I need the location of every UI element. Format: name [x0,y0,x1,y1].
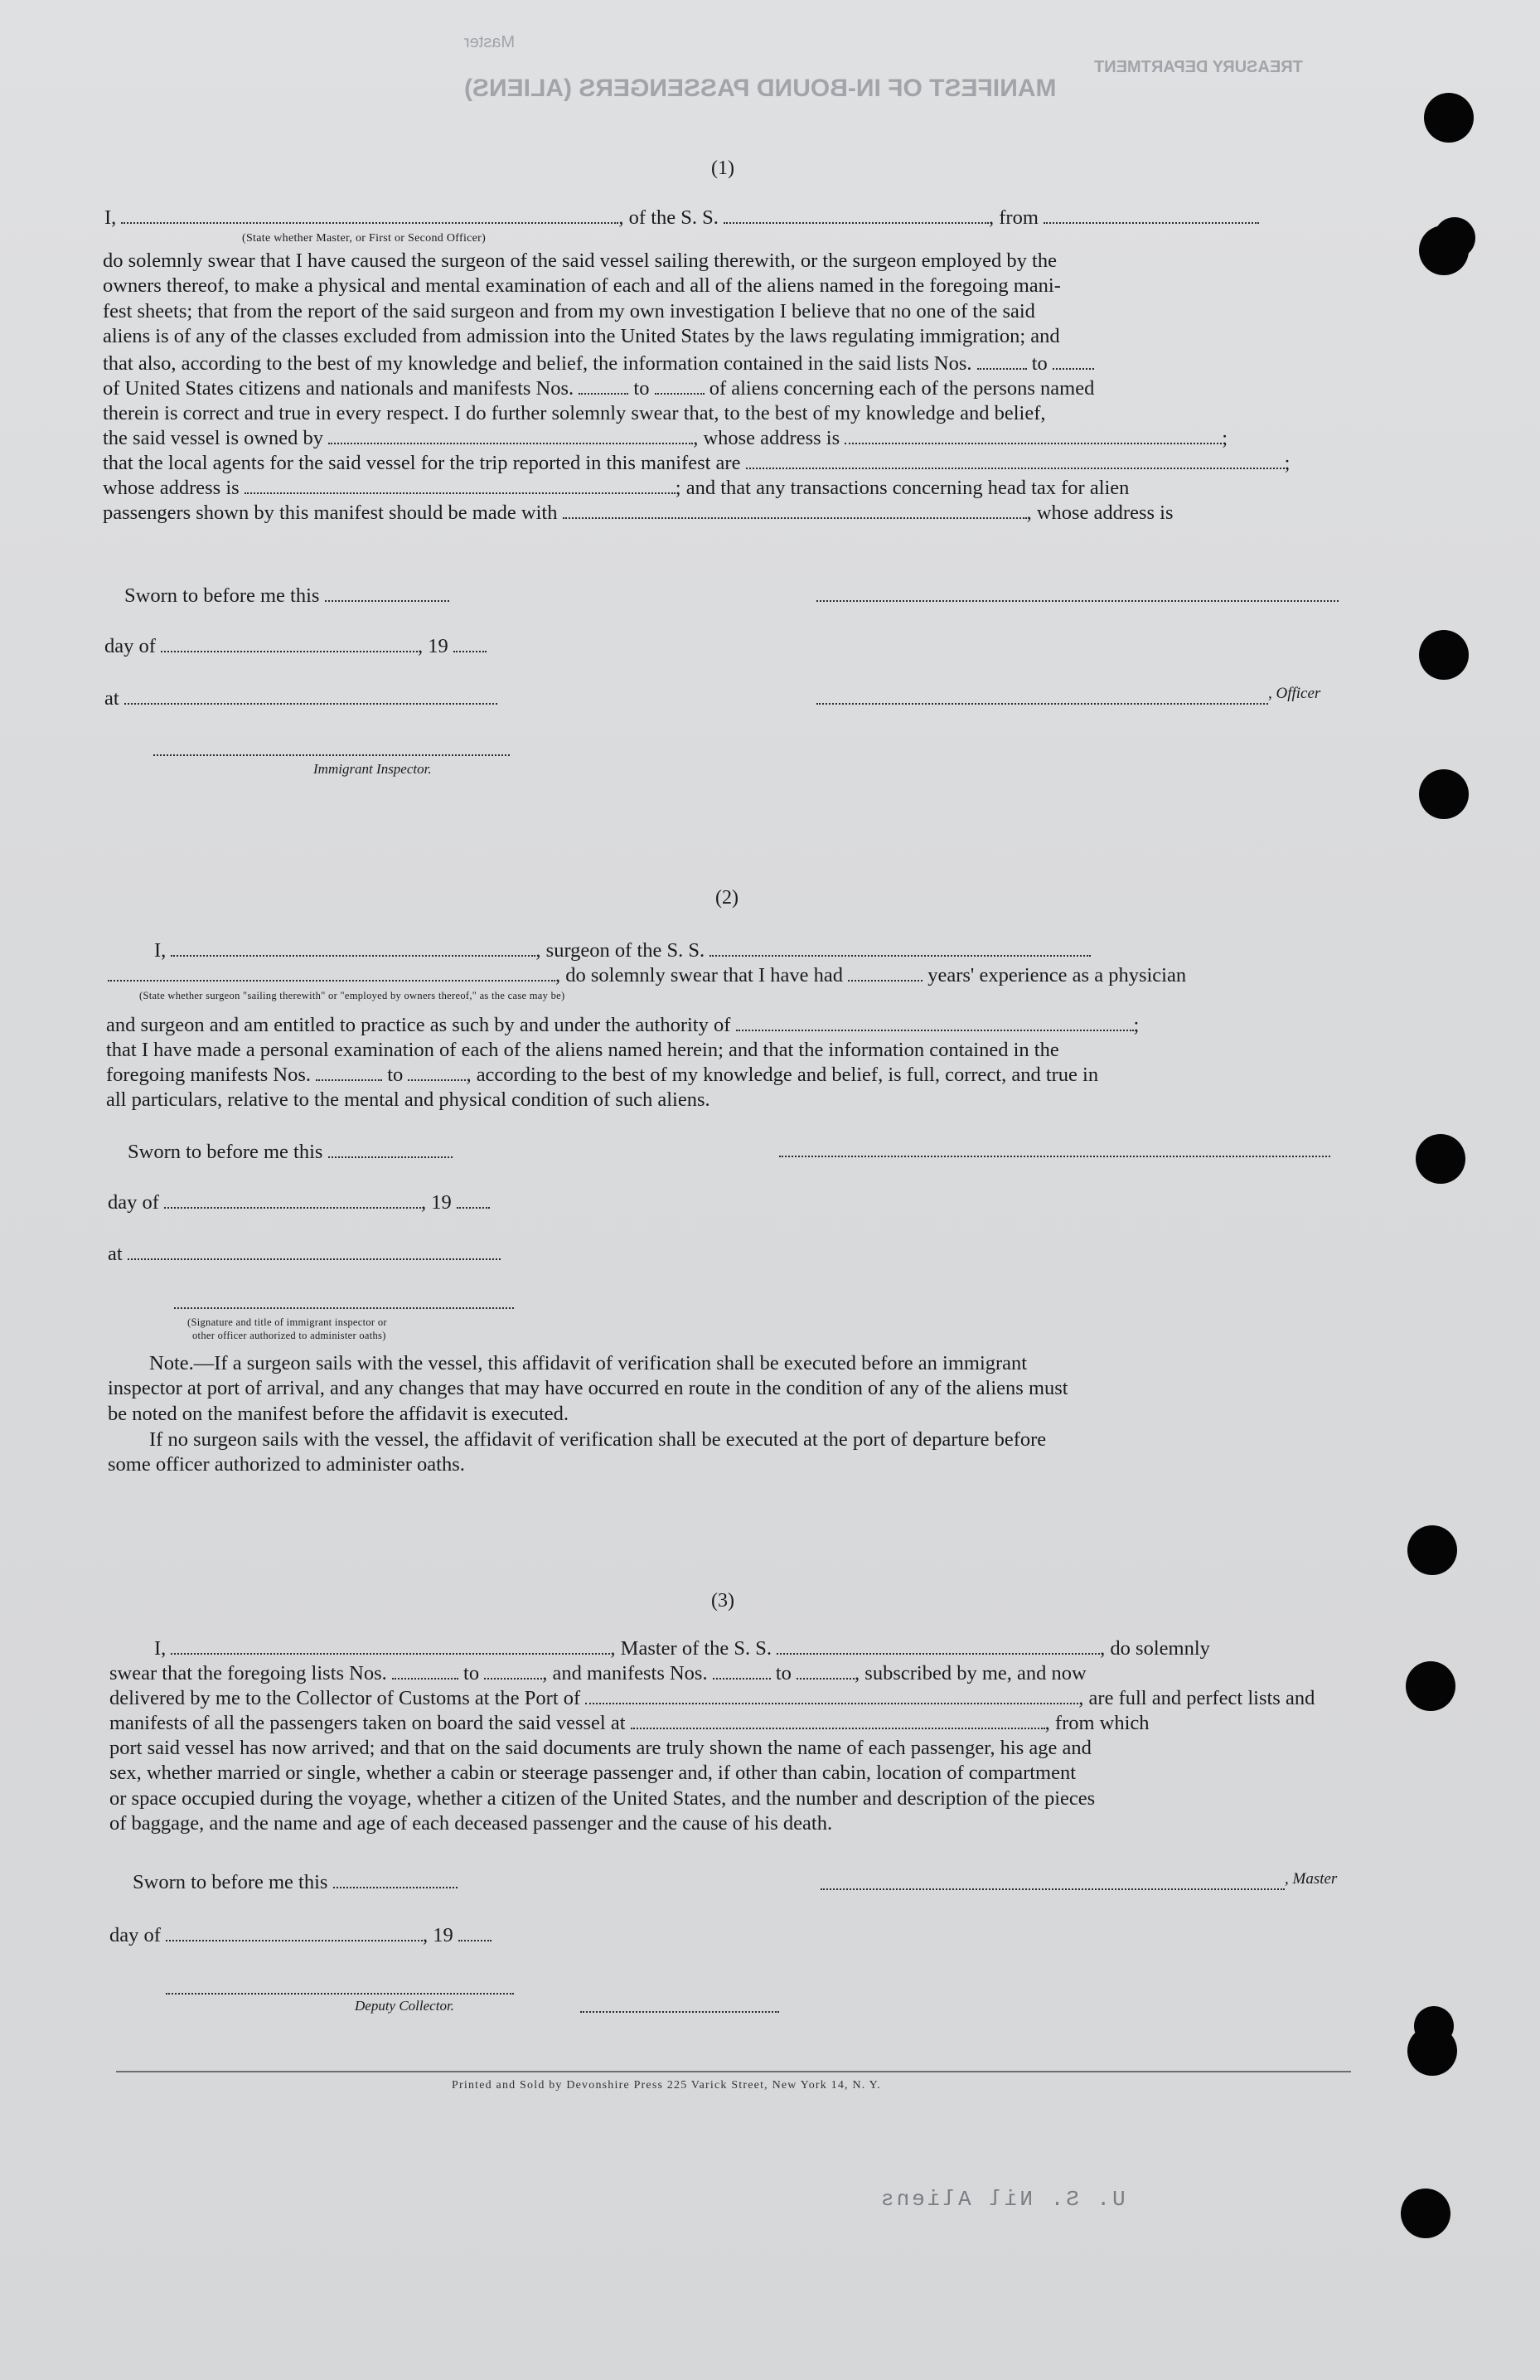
section-2-line-nos [106,1063,1098,1088]
text: port said vessel has now arrived; and that on the said documents are truly shown the name of each passenger, his age and [109,1737,1092,1759]
blank [166,1925,423,1941]
blank [457,1192,490,1209]
text: at [108,1243,123,1265]
binder-hole [1419,769,1469,819]
section-3-master-label: , Master [1285,1870,1338,1888]
note-line: some officer authorized to administer oaths. [108,1453,465,1476]
blank [579,378,628,395]
text: to [775,1662,792,1684]
blank [655,378,705,395]
blank [1044,207,1259,224]
section-2-sig-caption-2: other officer authorized to administer oaths) [192,1330,386,1341]
bleed-stamp: U. S. Nil Aliens [879,2187,1126,2212]
text: of United States citizens and nationals and manifests Nos. [103,377,574,400]
text: I, [104,206,117,229]
blank [171,940,535,957]
section-1-caption: (State whether Master, or First or Second Officer) [242,232,487,245]
binder-hole [1419,630,1469,680]
text: , are full and perfect lists and [1078,1687,1315,1709]
text: aliens is of any of the classes excluded from admission into the United States by the laws regulating immigration; and [103,324,1060,347]
section-3-extra-dots [580,2009,779,2013]
text: of baggage, and the name and age of each deceased passenger and the cause of his death. [109,1811,833,1835]
section-3-body [109,1736,1402,1836]
section-3-line-2 [109,1661,1087,1686]
text: , surgeon of the S. S. [535,939,705,962]
text: foregoing manifests Nos. [106,1064,311,1086]
text: of aliens concerning each of the persons named [709,377,1095,400]
text: , whose address is [1026,502,1174,524]
blank [121,207,618,224]
text: Sworn to before me this [128,1141,323,1163]
text: that the local agents for the said vessel for the trip reported in this manifest are [103,452,741,474]
section-1-line-correct: therein is correct and true in every respect. I do further solemnly swear that, to the best of my knowledge and belief, [103,402,1046,424]
section-2-signature-line [779,1154,1330,1157]
section-3-line-4 [109,1711,1150,1736]
text: Sworn to before me this [124,584,320,607]
blank [563,502,1027,519]
text: do solemnly swear that I have caused the surgeon of the said vessel sailing therewith, or the surgeon employed by the [103,250,1057,272]
section-3-master-line [821,1887,1285,1890]
text: ; [1284,452,1291,474]
note-paragraph-1 [108,1351,1351,1427]
text: day of [104,635,156,657]
blank [128,1243,501,1260]
section-2-line-exam: that I have made a personal examination of each of the aliens named herein; and that the information contained in the [106,1039,1059,1061]
text: I, [154,1637,167,1660]
blank [171,1638,610,1655]
section-2-day-of [108,1190,490,1215]
section-2-inspector-line [174,1306,514,1309]
text: sex, whether married or single, whether a cabin or steerage passenger and, if other than cabin, location of compartment [109,1762,1077,1785]
blank [328,428,693,444]
section-3-line-3 [109,1686,1315,1711]
section-3-sworn [133,1870,458,1895]
blank [408,1064,466,1081]
text: years' experience as a physician [927,964,1187,986]
blank [746,453,1285,469]
text: swear that the foregoing lists Nos. [109,1662,387,1684]
text: , subscribed by me, and now [855,1662,1087,1684]
text: ; and that any transactions concerning head tax for alien [675,477,1130,499]
text: I, [154,939,167,962]
text: Sworn to before me this [133,1871,328,1893]
text: day of [109,1924,161,1946]
section-2-line-2 [108,963,1186,988]
text: , according to the best of my knowledge and belief, is full, correct, and true in [466,1064,1099,1086]
text: and surgeon and am entitled to practice as such by and under the authority of [106,1014,731,1036]
section-3-line-1 [154,1636,1210,1661]
binder-hole [1416,1134,1465,1184]
section-1-at [104,686,497,711]
text: , do solemnly [1100,1637,1210,1660]
blank [1053,353,1094,370]
section-2-caption: (State whether surgeon "sailing therewith" or "employed by owners thereof," as the case may be) [139,990,565,1001]
text: whose address is [103,477,240,499]
section-1-line-agents [103,451,1290,476]
binder-hole [1414,2006,1454,2046]
blank [458,1925,492,1941]
blank [328,1142,453,1158]
text: , from [989,206,1039,229]
section-3-deputy-line [166,1991,514,1995]
text: delivered by me to the Collector of Customs at the Port of [109,1687,581,1709]
section-1-line-whose [103,476,1129,501]
text: , 19 [421,1191,452,1214]
section-2-number: (2) [715,887,739,909]
note-line: Note.—If a surgeon sails with the vessel, this affidavit of verification shall be executed before an immigrant [149,1352,1028,1374]
text: to [633,377,650,400]
text: fest sheets; that from the report of the said surgeon and from my own investigation I believe that no one of the said [103,299,1035,322]
blank [777,1638,1100,1655]
text: , and manifests Nos. [542,1662,708,1684]
section-1-day-of [104,634,487,659]
binder-hole [1424,93,1474,143]
bleed-header-left: Master [464,33,516,51]
section-1-body [103,249,1396,349]
blank [453,636,487,652]
blank [108,965,555,982]
binder-hole [1434,217,1475,259]
section-1-line-info [103,351,1094,376]
note-line: If no surgeon sails with the vessel, the affidavit of verification shall be executed at the port of departure before [149,1428,1047,1451]
blank [713,1663,771,1680]
section-3-number: (3) [711,1590,734,1612]
note-line: be noted on the manifest before the affidavit is executed. [108,1402,569,1425]
note-line: inspector at port of arrival, and any changes that may have occurred en route in the condition of any of the aliens must [108,1377,1068,1400]
text: that also, according to the best of my knowledge and belief, the information contained in the said lists Nos. [103,352,972,375]
footer-printer: Printed and Sold by Devonshire Press 225 Varick Street, New York 14, N. Y. [452,2079,881,2092]
blank [333,1872,458,1888]
blank [845,428,1222,444]
blank [585,1688,1078,1704]
blank [709,940,1091,957]
section-1-inspector-label: Immigrant Inspector. [313,761,432,777]
section-1-line-passengers [103,501,1174,526]
text: ; [1133,1014,1140,1036]
binder-hole [1406,1661,1455,1711]
text: manifests of all the passengers taken on board the said vessel at [109,1712,626,1734]
bleed-header-title: MANIFEST OF IN-BOUND PASSENGERS (ALIENS) [464,75,1057,102]
blank [325,585,449,602]
text: , Master of the S. S. [610,1637,772,1660]
text: passengers shown by this manifest should be made with [103,502,558,524]
section-2-line-1 [154,938,1091,963]
section-2-at [108,1242,501,1267]
section-3-deputy-label: Deputy Collector. [355,1998,454,2014]
blank [631,1713,1045,1729]
blank [245,477,676,494]
binder-hole [1401,2189,1450,2238]
blank [124,688,497,705]
text: to [387,1064,404,1086]
blank [392,1663,458,1680]
section-1-line-citizens [103,376,1094,401]
section-1-signature-line [816,599,1339,602]
section-2-line-particulars: all particulars, relative to the mental and physical condition of such aliens. [106,1088,710,1111]
blank [316,1064,382,1081]
section-1-line-1 [104,206,1259,230]
text: day of [108,1191,159,1214]
text: , 19 [423,1924,453,1946]
section-2-sig-caption-1: (Signature and title of immigrant inspector or [187,1316,387,1328]
section-1-sworn [124,584,449,608]
text: to [1031,352,1048,375]
blank [977,353,1027,370]
text: the said vessel is owned by [103,427,324,449]
blank [161,636,418,652]
text: , 19 [418,635,448,657]
text: , whose address is [693,427,840,449]
blank [848,965,923,982]
note-paragraph-2 [108,1428,1351,1478]
text: or space occupied during the voyage, whether a citizen of the United States, and the number and description of the pieces [109,1786,1096,1810]
blank [484,1663,542,1680]
text: , of the S. S. [618,206,719,229]
blank [164,1192,421,1209]
blank [797,1663,855,1680]
text: , from which [1044,1712,1150,1734]
text: at [104,687,119,710]
section-1-number: (1) [711,158,734,179]
section-1-officer-label: , Officer [1268,685,1321,702]
section-1-line-owned [103,426,1228,451]
section-3-day-of [109,1923,492,1948]
text: to [463,1662,480,1684]
section-2-sworn [128,1140,453,1165]
footer-rule [116,2071,1351,2072]
blank [724,207,989,224]
text: ; [1222,427,1228,449]
text: , do solemnly swear that I have had [555,964,843,986]
section-1-officer-line [816,701,1268,705]
blank [736,1015,1134,1031]
section-2-line-auth [106,1013,1139,1038]
text: owners thereof, to make a physical and mental examination of each and all of the aliens named in the foregoing mani- [103,274,1061,298]
bleed-header-right: TREASURY DEPARTMENT [1094,58,1303,76]
binder-hole [1407,1525,1457,1575]
section-1-inspector-line [153,753,510,756]
